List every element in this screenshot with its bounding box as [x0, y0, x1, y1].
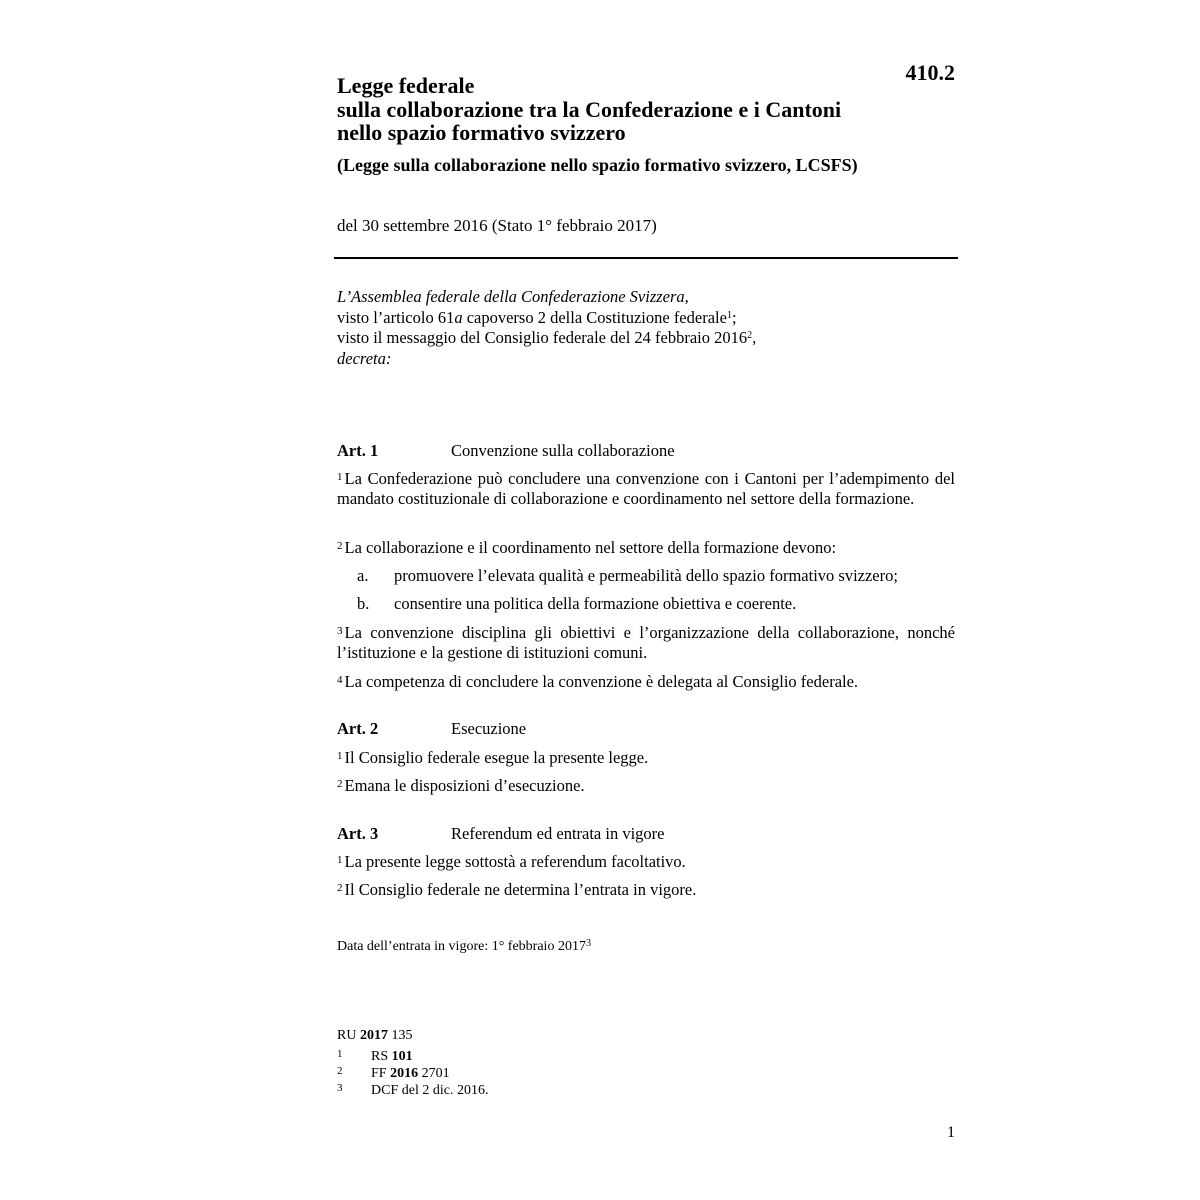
article-paragraph: $^3$ La convenzione disciplina gli obiettivi e l’organizzazione della collaborazione, nonché l’istituzione e la gestione di istituzioni comuni. [337, 623, 955, 662]
article-heading [337, 824, 665, 844]
short-title: (Legge sulla collaborazione nello spazio formativo svizzero, LCSFS) [337, 155, 858, 175]
article-title: Referendum ed entrata in vigore [451, 824, 665, 843]
preamble [337, 287, 756, 369]
footnote-ref[interactable]: 1 [726, 309, 732, 321]
ru-reference: RU 2017 135 [337, 1028, 413, 1043]
footnote: 1 RS 101 [337, 1048, 413, 1064]
paragraph-number: 3 [337, 625, 343, 637]
footnote-ref[interactable]: 2 [747, 330, 753, 341]
article-paragraph: $^2$ Emana le disposizioni d’esecuzione. [337, 776, 585, 795]
footnote: 3 DCF del 2 dic. 2016. [337, 1082, 489, 1098]
footnote-ref[interactable]: 3 [585, 938, 591, 949]
article-paragraph: $^4$ La competenza di concludere la convenzione è delegata al Consiglio federale. [337, 672, 859, 691]
list-label: b. [357, 594, 370, 613]
paragraph-number: 2 [337, 882, 343, 894]
list-item: b. consentire una politica della formazione obiettiva e coerente. [357, 594, 797, 613]
article-paragraph: $^2$ La collaborazione e il coordinamento nel settore della formazione devono: [337, 538, 837, 557]
article-paragraph: $^1$ Il Consiglio federale esegue la presente legge. [337, 748, 649, 767]
paragraph-number: 4 [337, 674, 343, 686]
footnote-number: 1 [337, 1048, 343, 1060]
footnote-number: 2 [337, 1065, 343, 1077]
article-heading [337, 719, 526, 739]
paragraph-number: 1 [337, 854, 343, 866]
page-number: 1 [947, 1124, 955, 1141]
article-number: Art. 2 [337, 719, 379, 738]
law-title-line: sulla collaborazione tra la Confederazione e i Cantoni [337, 96, 842, 122]
paragraph-number: 1 [337, 471, 343, 483]
entry-into-force: Data dell’entrata in vigore: 1° febbraio 2017$^3$ [337, 938, 591, 954]
paragraph-number: 2 [337, 778, 343, 790]
header-divider [334, 257, 958, 259]
article-number: Art. 1 [337, 441, 379, 460]
date-line: del 30 settembre 2016 (Stato 1° febbraio 2017) [337, 216, 657, 235]
sr-number: 410.2 [905, 60, 955, 85]
footnote-number: 3 [337, 1082, 343, 1094]
list-label: a. [357, 566, 369, 585]
article-heading [337, 441, 675, 461]
article-title: Esecuzione [451, 719, 527, 738]
preamble-visto-2: visto il messaggio del Consiglio federale del 24 febbraio 2016$^2$, [337, 328, 757, 347]
list-item: a. promuovere l’elevata qualità e permeabilità dello spazio formativo svizzero; [357, 566, 898, 585]
paragraph-number: 1 [337, 750, 343, 762]
article-title: Convenzione sulla collaborazione [451, 441, 675, 460]
footnote: 2 FF 2016 2701 [337, 1065, 450, 1081]
law-title [337, 74, 917, 145]
preamble-visto-1: visto l’articolo 61a capoverso 2 della Costituzione federale$^1$; [337, 307, 737, 327]
law-title-line: nello spazio formativo svizzero [337, 120, 626, 145]
paragraph-number: 2 [337, 540, 343, 552]
article-number: Art. 3 [337, 824, 379, 843]
article-paragraph: $^1$ La presente legge sottostà a referendum facoltativo. [337, 852, 686, 871]
law-title-line: Legge federale [337, 73, 475, 98]
preamble-assembly: L’Assemblea federale della Confederazione Svizzera, [337, 287, 689, 306]
article-paragraph: $^1$ La Confederazione può concludere una convenzione con i Cantoni per l’adempimento del mandato costituzionale di collaborazione e coordinamento nel settore della formazione. [337, 469, 955, 508]
article-paragraph: $^2$ Il Consiglio federale ne determina l’entrata in vigore. [337, 880, 697, 899]
preamble-decreta: decreta: [337, 348, 392, 368]
